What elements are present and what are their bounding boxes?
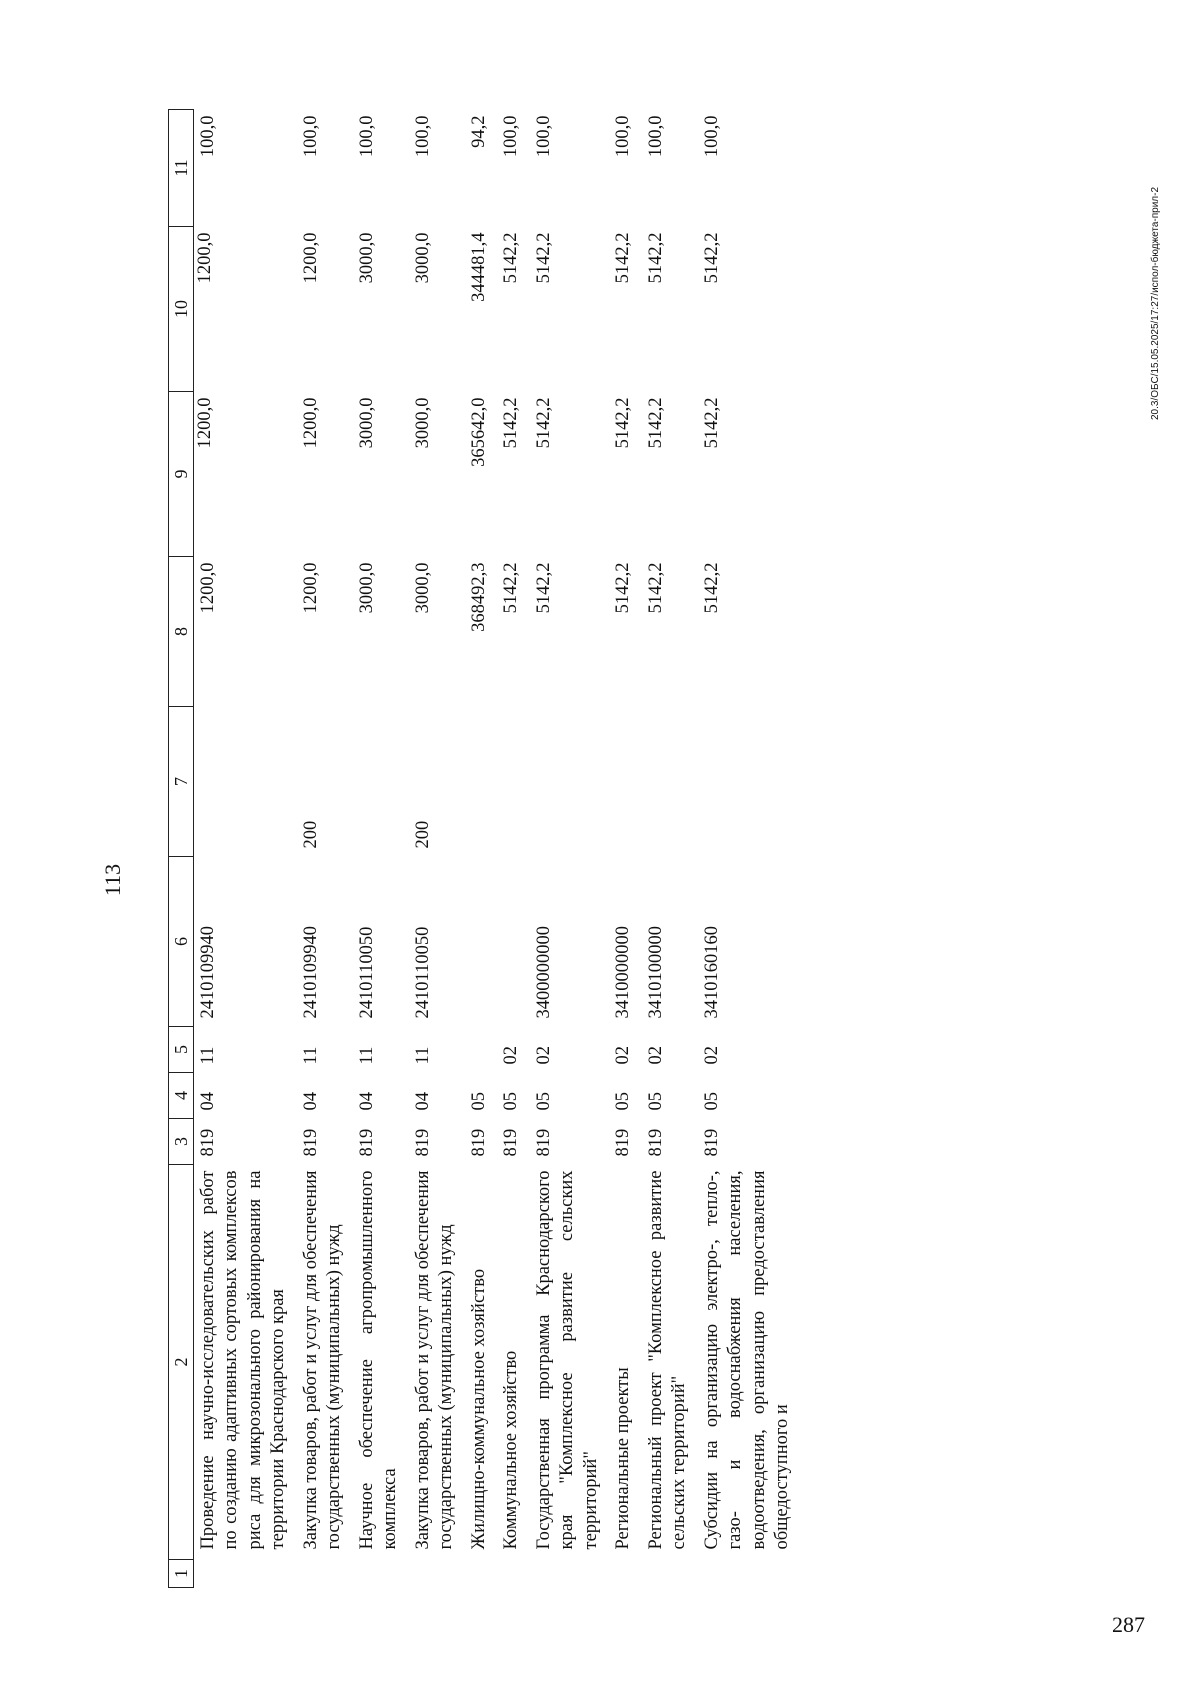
table-row — [642, 110, 698, 1588]
table-row — [698, 110, 801, 1588]
table-cell: 3000,0 — [412, 562, 433, 614]
table-cell: 5142,2 — [701, 562, 722, 614]
table-cell: 3410160160 — [701, 926, 722, 1019]
table-cell: 02 — [645, 1046, 666, 1065]
table-cell: 05 — [501, 1092, 522, 1111]
table-cell — [530, 1560, 609, 1588]
table-row — [353, 110, 409, 1588]
row-name-cell: Жилищно-коммунальное хозяйство — [468, 1268, 489, 1550]
table-cell: 5142,2 — [501, 397, 522, 449]
column-header: 8 — [169, 557, 194, 707]
column-header: 1 — [169, 1560, 194, 1588]
table-row — [530, 110, 609, 1588]
page-number: 287 — [1112, 1612, 1145, 1637]
table-cell: 94,2 — [468, 115, 489, 148]
table-cell — [465, 857, 497, 1027]
table-cell: 5142,2 — [501, 562, 522, 614]
table-cell: 819 — [701, 1128, 722, 1157]
row-name-cell: Государственная программа Краснодарского края "Комплексное развитие сельских территорий" — [533, 1170, 601, 1550]
table-cell: 819 — [645, 1128, 666, 1157]
table-cell — [465, 707, 497, 857]
table-cell: 11 — [198, 1046, 218, 1065]
table-cell — [409, 1560, 465, 1588]
table-cell: 5142,2 — [613, 232, 634, 284]
table-cell: 100,0 — [645, 115, 666, 158]
table-row — [297, 110, 353, 1588]
column-header: 5 — [169, 1027, 194, 1073]
table-cell: 200 — [300, 820, 321, 849]
table-cell: 02 — [501, 1046, 522, 1065]
table-cell: 368492,3 — [468, 562, 489, 632]
table-cell: 100,0 — [300, 115, 321, 158]
table-cell: 100,0 — [198, 115, 218, 158]
table-cell: 3000,0 — [356, 397, 377, 449]
table-cell: 04 — [300, 1092, 321, 1111]
column-header: 4 — [169, 1073, 194, 1119]
table-cell: 1200,0 — [195, 232, 215, 284]
table-cell: 3000,0 — [412, 232, 433, 284]
table-cell: 05 — [468, 1092, 489, 1111]
table-cell: 05 — [533, 1092, 554, 1111]
row-name-cell: Проведение научно-исследовательских работ по созданию адаптивных сортовых комплексов риса для микрозонального районирования на территории Краснодарского края — [198, 1170, 289, 1550]
table-cell: 5142,2 — [533, 397, 554, 449]
table-cell: 11 — [412, 1046, 433, 1065]
table-cell: 100,0 — [533, 115, 554, 158]
table-row — [409, 110, 465, 1588]
column-header: 3 — [169, 1119, 194, 1165]
table-cell: 3410000000 — [613, 926, 634, 1019]
table-cell: 04 — [356, 1092, 377, 1111]
table-cell — [698, 1560, 801, 1588]
table-cell — [353, 1560, 409, 1588]
table-cell: 819 — [613, 1128, 634, 1157]
table-cell: 5142,2 — [701, 232, 722, 284]
table-cell: 819 — [198, 1128, 218, 1157]
table-cell: 1200,0 — [300, 562, 321, 614]
table-cell: 100,0 — [356, 115, 377, 158]
table-cell — [497, 707, 529, 857]
table-cell — [297, 1560, 353, 1588]
table-cell: 819 — [501, 1128, 522, 1157]
table-cell: 04 — [198, 1092, 218, 1111]
table-cell: 5142,2 — [701, 397, 722, 449]
table-cell: 05 — [701, 1092, 722, 1111]
row-name-cell: Региональные проекты — [613, 1367, 634, 1550]
column-header: 2 — [169, 1165, 194, 1560]
table-cell: 04 — [412, 1092, 433, 1111]
table-cell — [194, 1560, 297, 1588]
table-cell — [530, 707, 609, 857]
table-cell: 02 — [533, 1046, 554, 1065]
table-cell: 344481,4 — [468, 232, 489, 302]
column-header: 7 — [169, 707, 194, 857]
table-cell: 3410100000 — [645, 926, 666, 1019]
column-header: 10 — [169, 227, 194, 392]
table-cell: 5142,2 — [645, 232, 666, 284]
table-cell: 819 — [300, 1128, 321, 1157]
table-cell: 11 — [356, 1046, 377, 1065]
table-cell — [698, 707, 801, 857]
table-cell — [497, 1560, 529, 1588]
table-cell: 819 — [468, 1128, 489, 1157]
table-cell: 5142,2 — [501, 232, 522, 284]
table-cell — [194, 707, 297, 857]
table-cell: 2410109940 — [300, 926, 321, 1019]
row-name-cell: Закупка товаров, работ и услуг для обеспечения государственных (муниципальных) нужд — [300, 1170, 345, 1550]
table-row — [609, 110, 641, 1588]
table-header — [169, 110, 194, 1588]
table-cell: 3000,0 — [412, 397, 433, 449]
table-cell: 5142,2 — [613, 562, 634, 614]
table-cell: 05 — [645, 1092, 666, 1111]
table-cell: 1200,0 — [195, 397, 215, 449]
table-cell: 200 — [412, 820, 433, 849]
table-cell: 3400000000 — [533, 926, 554, 1019]
table-cell: 100,0 — [701, 115, 722, 158]
table-cell — [465, 1560, 497, 1588]
table-cell: 1200,0 — [198, 562, 218, 614]
table-row — [497, 110, 529, 1588]
table-body — [194, 110, 801, 1588]
table-row — [465, 110, 497, 1588]
budget-table — [168, 109, 801, 1588]
table-cell: 819 — [533, 1128, 554, 1157]
table-cell: 365642,0 — [468, 397, 489, 467]
column-number-row — [169, 110, 194, 1588]
table-cell: 02 — [701, 1046, 722, 1065]
table-cell: 5142,2 — [645, 397, 666, 449]
table-cell — [497, 857, 529, 1027]
table-cell: 2410109940 — [198, 926, 218, 1019]
rotated-report-sheet — [40, 60, 1000, 1700]
table-cell: 100,0 — [501, 115, 522, 158]
table-cell: 819 — [412, 1128, 433, 1157]
table-cell: 11 — [300, 1046, 321, 1065]
table-cell — [465, 1027, 497, 1073]
row-name-cell: Региональный проект "Комплексное развитие сельских территорий" — [645, 1170, 690, 1550]
table-cell: 5142,2 — [533, 232, 554, 284]
table-cell — [642, 1560, 698, 1588]
table-cell: 05 — [613, 1092, 634, 1111]
column-header: 11 — [169, 110, 194, 227]
table-cell: 1200,0 — [300, 397, 321, 449]
table-cell: 2410110050 — [356, 926, 377, 1019]
table-cell: 100,0 — [613, 115, 634, 158]
row-name-cell: Закупка товаров, работ и услуг для обеспечения государственных (муниципальных) нужд — [412, 1170, 457, 1550]
row-name-cell: Субсидии на организацию электро-, тепло-, газо- и водоснабжения населения, водоотведения, организацию предоставления общедоступного и — [701, 1170, 793, 1550]
sheet-number: 113 — [100, 863, 125, 897]
table-cell — [609, 707, 641, 857]
row-name-cell: Научное обеспечение агропромышленного комплекса — [356, 1170, 401, 1550]
table-cell: 5142,2 — [645, 562, 666, 614]
footer-code-text: 20.3/ОБС/15.05.2025/17:27/испол-бюджета-прил-2 — [1150, 186, 1161, 420]
table-cell: 3000,0 — [356, 562, 377, 614]
table-cell: 2410110050 — [412, 926, 433, 1019]
table-row — [194, 110, 297, 1588]
table-cell — [353, 707, 409, 857]
table-cell: 819 — [356, 1128, 377, 1157]
column-header: 6 — [169, 857, 194, 1027]
row-name-cell: Коммунальное хозяйство — [501, 1350, 522, 1550]
column-header: 9 — [169, 392, 194, 557]
table-cell: 5142,2 — [613, 397, 634, 449]
table-cell: 3000,0 — [356, 232, 377, 284]
table-cell — [609, 1560, 641, 1588]
table-cell: 100,0 — [412, 115, 433, 158]
table-cell: 1200,0 — [300, 232, 321, 284]
table-cell — [642, 707, 698, 857]
table-cell: 5142,2 — [533, 562, 554, 614]
table-cell: 02 — [613, 1046, 634, 1065]
